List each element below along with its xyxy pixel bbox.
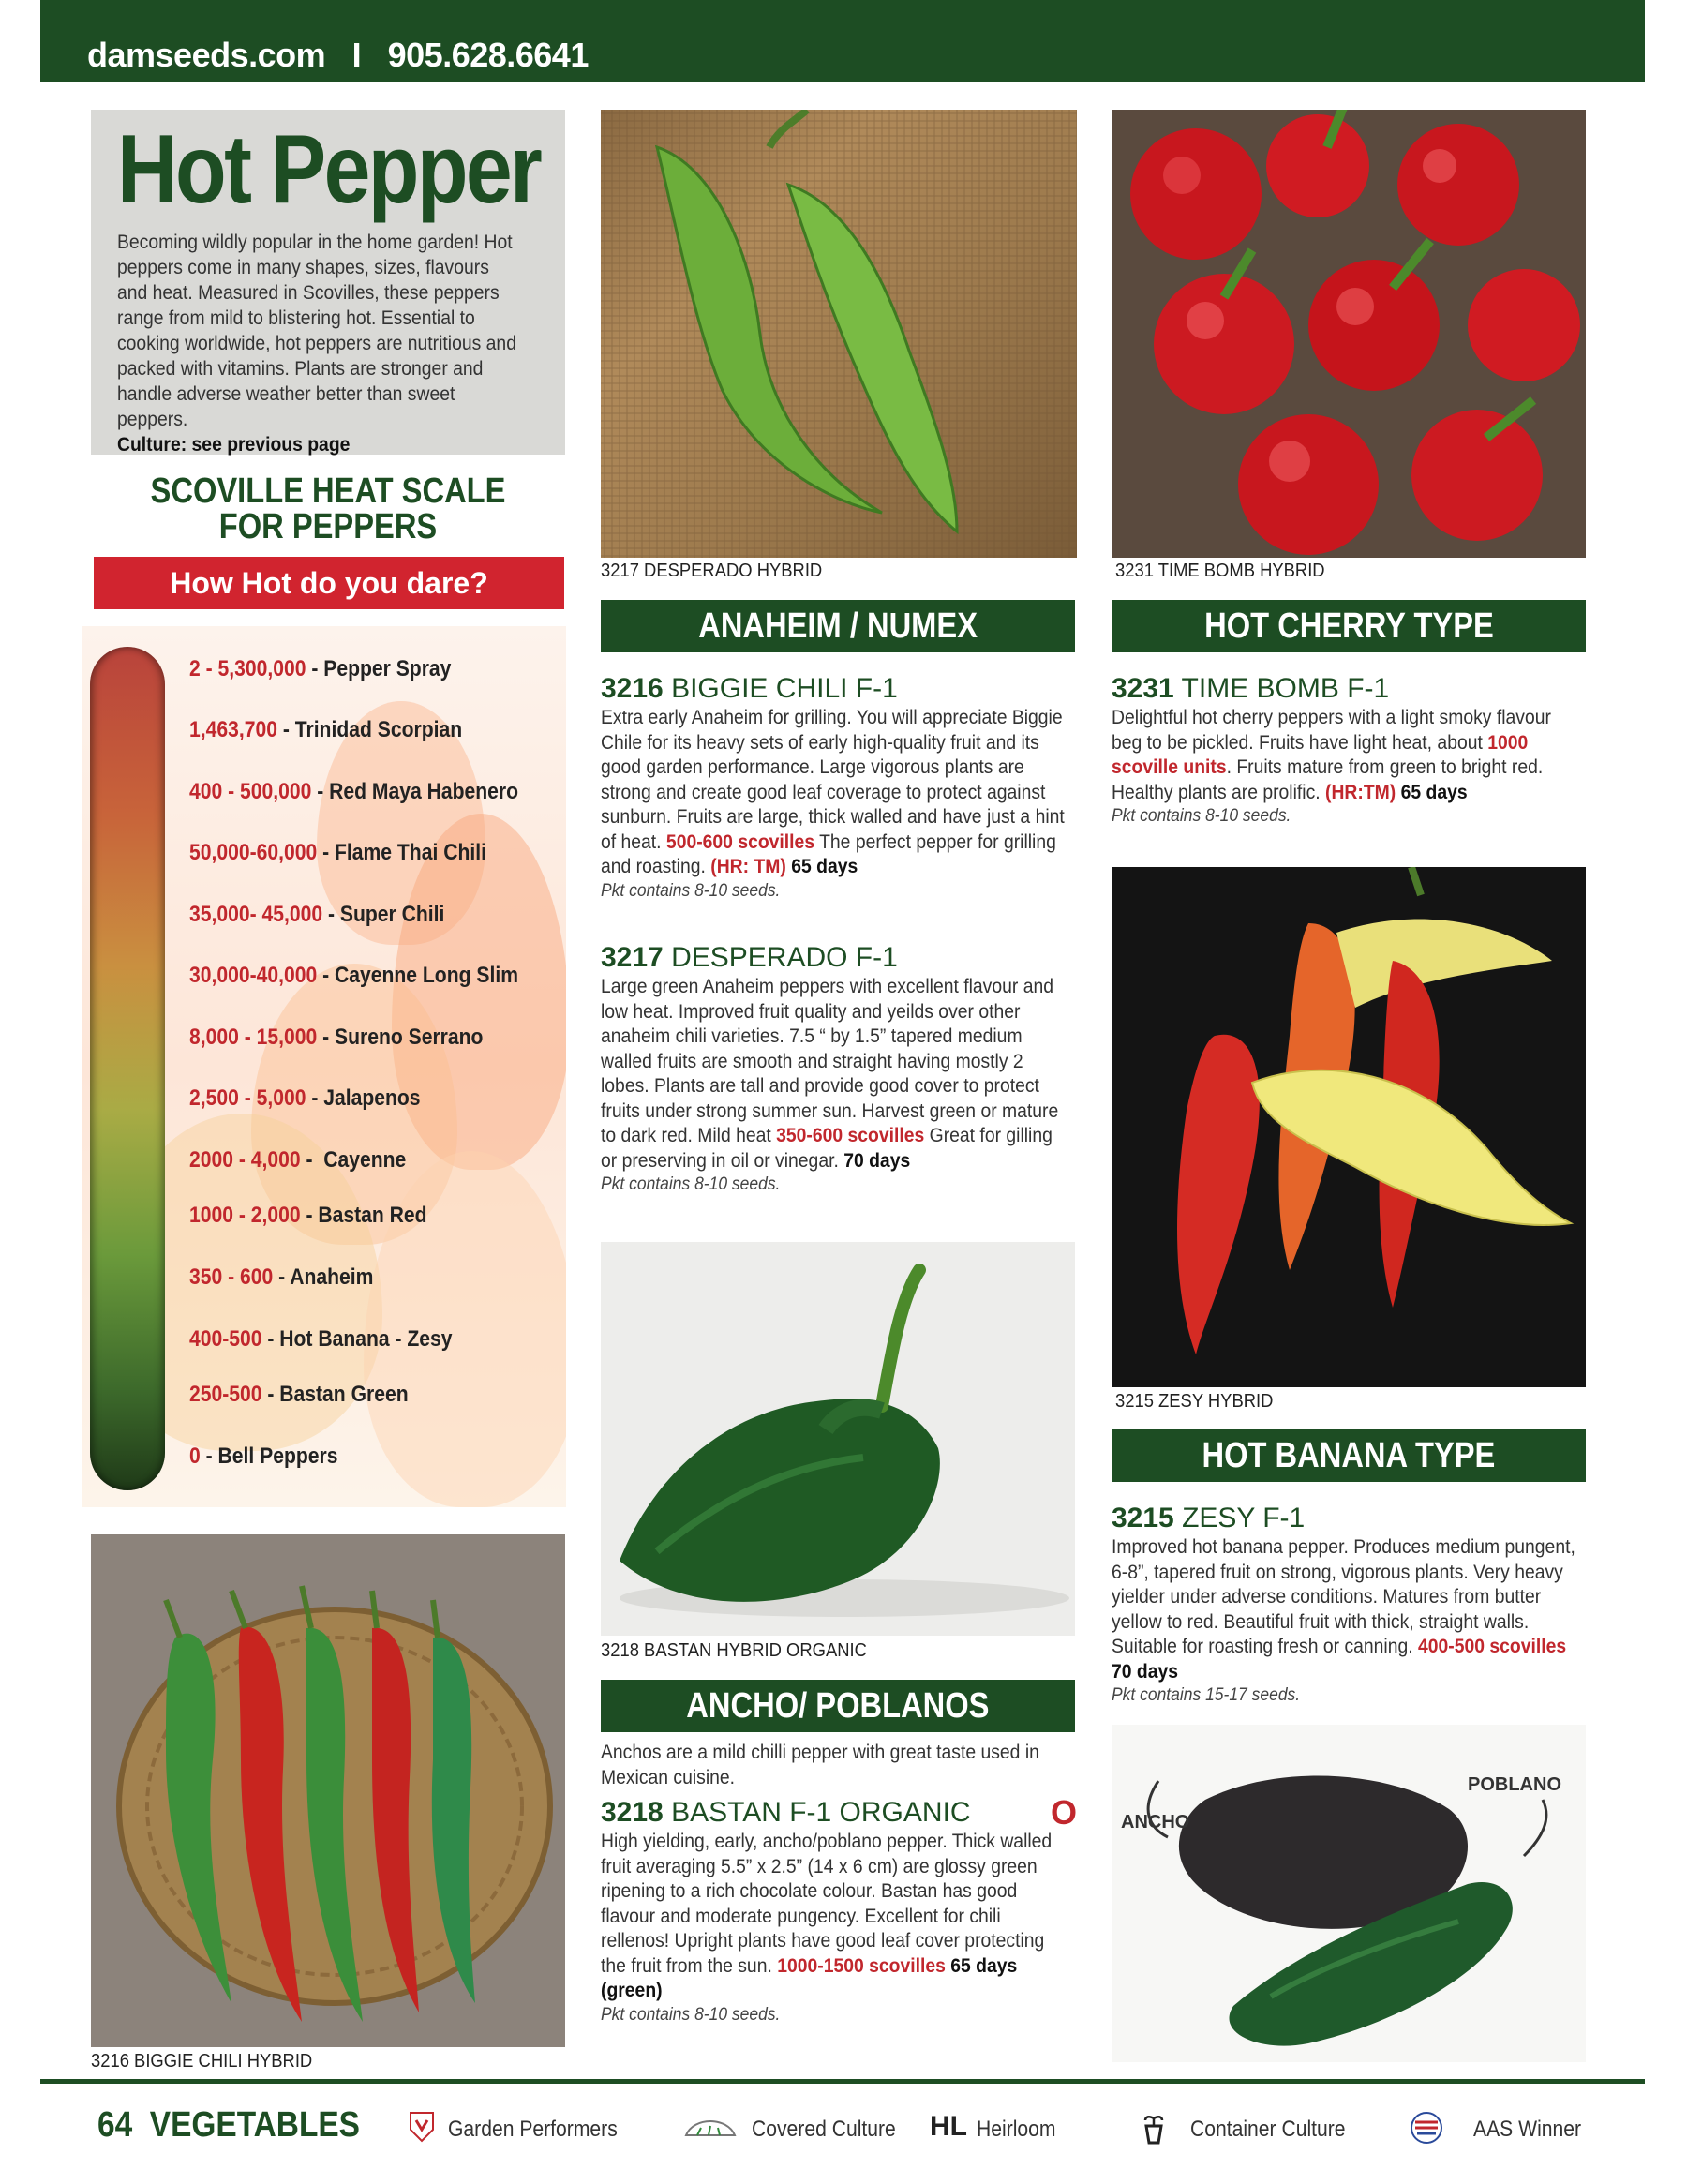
- scoville-row: [189, 1444, 337, 1470]
- scoville-value: 500-600 scovilles: [665, 830, 815, 853]
- product-name: DESPERADO F-1: [663, 942, 898, 973]
- packet-count: Pkt contains 8-10 seeds.: [601, 2004, 781, 2025]
- legend-container-culture: Container Culture: [1190, 2117, 1346, 2142]
- culture-note: Culture: see previous page: [117, 433, 351, 456]
- ancho-intro: Anchos are a mild chilli pepper with great taste used in Mexican cuisine.: [601, 1741, 1039, 1788]
- scoville-range: 400-500: [189, 1326, 262, 1352]
- scoville-range: 8,000 - 15,000: [189, 1025, 318, 1050]
- packet-count: Pkt contains 8-10 seeds.: [601, 1174, 781, 1194]
- product-name: BASTAN F-1 ORGANIC: [663, 1797, 971, 1828]
- ancho-label: ANCHO: [1121, 1812, 1190, 1832]
- intro-text: [117, 230, 522, 457]
- product-name: ZESY F-1: [1173, 1503, 1306, 1533]
- scoville-range: 0: [189, 1444, 201, 1469]
- product-3217: 3217 DESPERADO F-1 Large green Anaheim peppers with excellent flavour and low heat. Improved fruit quality and yeilds over other anaheim chili varieties. 7.5 “ by 1.5” tapered medium walled fruits are smooth and straight having mostly 2 lobes. Plants are tall and provide good cover to protect fruits under strong summer sun. Harvest green or mature to dark red. Mild heat 350-600 scovilles Great for gilling or preserving in oil or vinegar. 70 days Pkt contains 8-10 seeds.: [601, 942, 1075, 1197]
- time-bomb-photo: [1112, 110, 1586, 558]
- legend-garden-performers: Garden Performers: [448, 2117, 618, 2142]
- pepper-name: - Trinidad Scorpian: [276, 717, 463, 742]
- product-code: 3218: [601, 1797, 664, 1828]
- pepper-name: - Bastan Green: [261, 1382, 409, 1407]
- scoville-row: [189, 840, 486, 866]
- zesy-photo: [1112, 867, 1586, 1387]
- scoville-title: SCOVILLE HEAT SCALE FOR PEPPERS: [150, 471, 506, 546]
- scoville-row: [189, 1085, 421, 1112]
- pepper-name: - Sureno Serrano: [317, 1025, 484, 1050]
- product-code: 3231: [1112, 673, 1174, 704]
- desperado-caption: 3217 DESPERADO HYBRID: [601, 561, 823, 581]
- scoville-range: 1000 - 2,000: [189, 1203, 301, 1228]
- scoville-range: 400 - 500,000: [189, 779, 312, 804]
- pepper-name: - Jalapenos: [306, 1085, 421, 1111]
- packet-count: Pkt contains 15-17 seeds.: [1112, 1685, 1301, 1705]
- days-to-maturity: 65 days: [785, 855, 858, 877]
- scoville-value: 1000-1500 scovilles: [777, 1953, 946, 1977]
- product-code: 3217: [601, 942, 664, 973]
- scoville-value: 1000 scoville units: [1112, 730, 1529, 778]
- pepper-name: - Hot Banana - Zesy: [261, 1326, 453, 1352]
- covered-culture-icon: [684, 2111, 737, 2147]
- section-hot-banana: HOT BANANA TYPE: [1112, 1429, 1586, 1482]
- product-3218: Anchos are a mild chilli pepper with great taste used in Mexican cuisine. 3218 BASTAN F-1 ORGANIC O High yielding, early, ancho/poblano pepper. Thick walled fruit averaging 5.5” x 2.5” (14 x 6 cm) are glossy green ripening to a rich chocolate colour. Bastan has good flavour and moderate pungency. Excellent for chili rellenos! Upright plants have good leaf cover protecting the fruit from the sun. 1000-1500 scovilles 65 days (green) Pkt contains 8-10 seeds.: [601, 1740, 1075, 2027]
- scoville-row: [189, 902, 444, 928]
- days-to-maturity: 70 days: [844, 1148, 911, 1172]
- green-pepper-illustration: [601, 110, 1077, 558]
- legend-covered-culture: Covered Culture: [752, 2117, 896, 2142]
- top-bar: [40, 0, 1645, 82]
- days-to-maturity: 70 days: [1112, 1659, 1179, 1683]
- bastan-photo: [601, 1242, 1075, 1636]
- banana-pepper-illustration: [1112, 867, 1586, 1387]
- product-name: TIME BOMB F-1: [1173, 673, 1390, 704]
- scoville-row: [189, 1203, 427, 1229]
- resistance-code: (HR: TM): [710, 855, 786, 877]
- scoville-range: 250-500: [189, 1382, 262, 1407]
- desperado-photo: [601, 110, 1077, 558]
- pepper-name: - Super Chili: [322, 902, 445, 927]
- heirloom-icon: HL: [930, 2111, 967, 2142]
- scoville-range: 350 - 600: [189, 1264, 274, 1290]
- scoville-banner: How Hot do you dare?: [94, 557, 564, 609]
- footer-rule: [40, 2079, 1645, 2084]
- product-3215: 3215 ZESY F-1 Improved hot banana pepper. Produces medium pungent, 6-8”, tapered fruit on strong, vigorous plants. Very heavy yielder under adverse conditions. Matures from butter yellow to red. Beautiful fruit with thick, straight walls. Suitable for roasting fresh or canning. 400-500 scovilles 70 days Pkt contains 15-17 seeds.: [1112, 1503, 1586, 1708]
- biggie-chili-caption: 3216 BIGGIE CHILI HYBRID: [91, 2051, 313, 2072]
- organic-badge: O: [1051, 1793, 1078, 1832]
- days-to-maturity: 65 days: [1396, 780, 1468, 803]
- scoville-range: 35,000- 45,000: [189, 902, 323, 927]
- pepper-name: - Bell Peppers: [200, 1444, 338, 1469]
- scoville-range: 2,500 - 5,000: [189, 1085, 306, 1111]
- pepper-name: - Cayenne Long Slim: [317, 963, 518, 988]
- page-title: Hot Pepper: [117, 115, 541, 224]
- product-3231: 3231 TIME BOMB F-1 Delightful hot cherry peppers with a light smoky flavour beg to be pickled. Fruits have light heat, about 1000 scoville units. Fruits mature from green to bright red. Healthy plants are prolific. (HR:TM) 65 days Pkt contains 8-10 seeds.: [1112, 673, 1586, 829]
- section-hot-cherry: HOT CHERRY TYPE: [1112, 600, 1586, 652]
- intro-body: Becoming wildly popular in the home garden! Hot peppers come in many shapes, sizes, flavours and heat. Measured in Scovilles, these peppers range from mild to blistering hot. Essential to cooking worldwide, hot peppers are nutritious and packed with vitamins. Plants are stronger and handle adverse weather better than sweet peppers.: [117, 231, 516, 430]
- section-anaheim: ANAHEIM / NUMEX: [601, 600, 1075, 652]
- scoville-value: 350-600 scovilles: [776, 1124, 925, 1146]
- scoville-row: [189, 717, 462, 743]
- aas-winner-icon: [1408, 2111, 1445, 2152]
- pepper-name: - Anaheim: [273, 1264, 374, 1290]
- scoville-range: 30,000-40,000: [189, 963, 318, 988]
- scoville-row: [189, 1326, 453, 1353]
- packet-count: Pkt contains 8-10 seeds.: [601, 880, 781, 901]
- ancho-poblano-illustration: [1112, 1725, 1586, 2062]
- scoville-row: [189, 1147, 406, 1174]
- cherry-pepper-illustration: [1112, 110, 1586, 558]
- pepper-name: - Flame Thai Chili: [317, 840, 486, 865]
- footer: [0, 2090, 1687, 2184]
- pepper-name: - Cayenne: [300, 1147, 407, 1173]
- chili-basket-illustration: [91, 1534, 565, 2047]
- product-code: 3216: [601, 673, 664, 704]
- scoville-row: [189, 1382, 409, 1408]
- page-section-label: 64 VEGETABLES: [97, 2105, 360, 2145]
- bastan-caption: 3218 BASTAN HYBRID ORGANIC: [601, 1640, 867, 1661]
- scoville-range: 2000 - 4,000: [189, 1147, 301, 1173]
- pepper-name: - Red Maya Habenero: [311, 779, 518, 804]
- scoville-row: [189, 1264, 373, 1291]
- legend-heirloom: Heirloom: [977, 2117, 1056, 2142]
- zesy-caption: 3215 ZESY HYBRID: [1115, 1391, 1274, 1412]
- product-code: 3215: [1112, 1503, 1174, 1533]
- scoville-range: 1,463,700: [189, 717, 277, 742]
- scoville-row: [189, 779, 518, 805]
- pepper-name: - Pepper Spray: [306, 656, 452, 681]
- scoville-thermometer: [90, 647, 165, 1490]
- legend-aas-winner: AAS Winner: [1473, 2117, 1582, 2142]
- pepper-name: - Bastan Red: [300, 1203, 427, 1228]
- scoville-range: 2 - 5,300,000: [189, 656, 306, 681]
- product-name: BIGGIE CHILI F-1: [663, 673, 898, 704]
- scoville-range: 50,000-60,000: [189, 840, 318, 865]
- scoville-row: [189, 656, 451, 682]
- site-contact: damseeds.com I 905.628.6641: [87, 36, 589, 74]
- packet-count: Pkt contains 8-10 seeds.: [1112, 806, 1291, 826]
- container-culture-icon: [1142, 2111, 1166, 2152]
- poblano-label: POBLANO: [1468, 1774, 1561, 1795]
- time-bomb-caption: 3231 TIME BOMB HYBRID: [1115, 561, 1325, 581]
- section-ancho: ANCHO/ POBLANOS: [601, 1680, 1075, 1732]
- biggie-chili-photo: [91, 1534, 565, 2047]
- product-3216: 3216 BIGGIE CHILI F-1 Extra early Anaheim for grilling. You will appreciate Biggie Chile for its heavy sets of early high-quality fruit and its good garden performance. Large vigorous plants are strong and create good leaf coverage to protect against sunburn. Fruits are large, thick walled and have just a hint of heat. 500-600 scovilles The perfect pepper for grilling and roasting. (HR: TM) 65 days Pkt contains 8-10 seeds.: [601, 673, 1075, 904]
- garden-performers-icon: [409, 2111, 435, 2150]
- ancho-poblano-photo: [1112, 1725, 1586, 2062]
- poblano-pepper-illustration: [601, 1242, 1075, 1636]
- scoville-row: [189, 963, 518, 989]
- scoville-row: [189, 1025, 483, 1051]
- intro-box: [91, 110, 565, 455]
- scoville-value: 400-500 scovilles: [1417, 1635, 1567, 1657]
- resistance-code: (HR:TM): [1325, 780, 1396, 803]
- days-to-maturity: 65 days (green): [601, 1953, 1018, 2001]
